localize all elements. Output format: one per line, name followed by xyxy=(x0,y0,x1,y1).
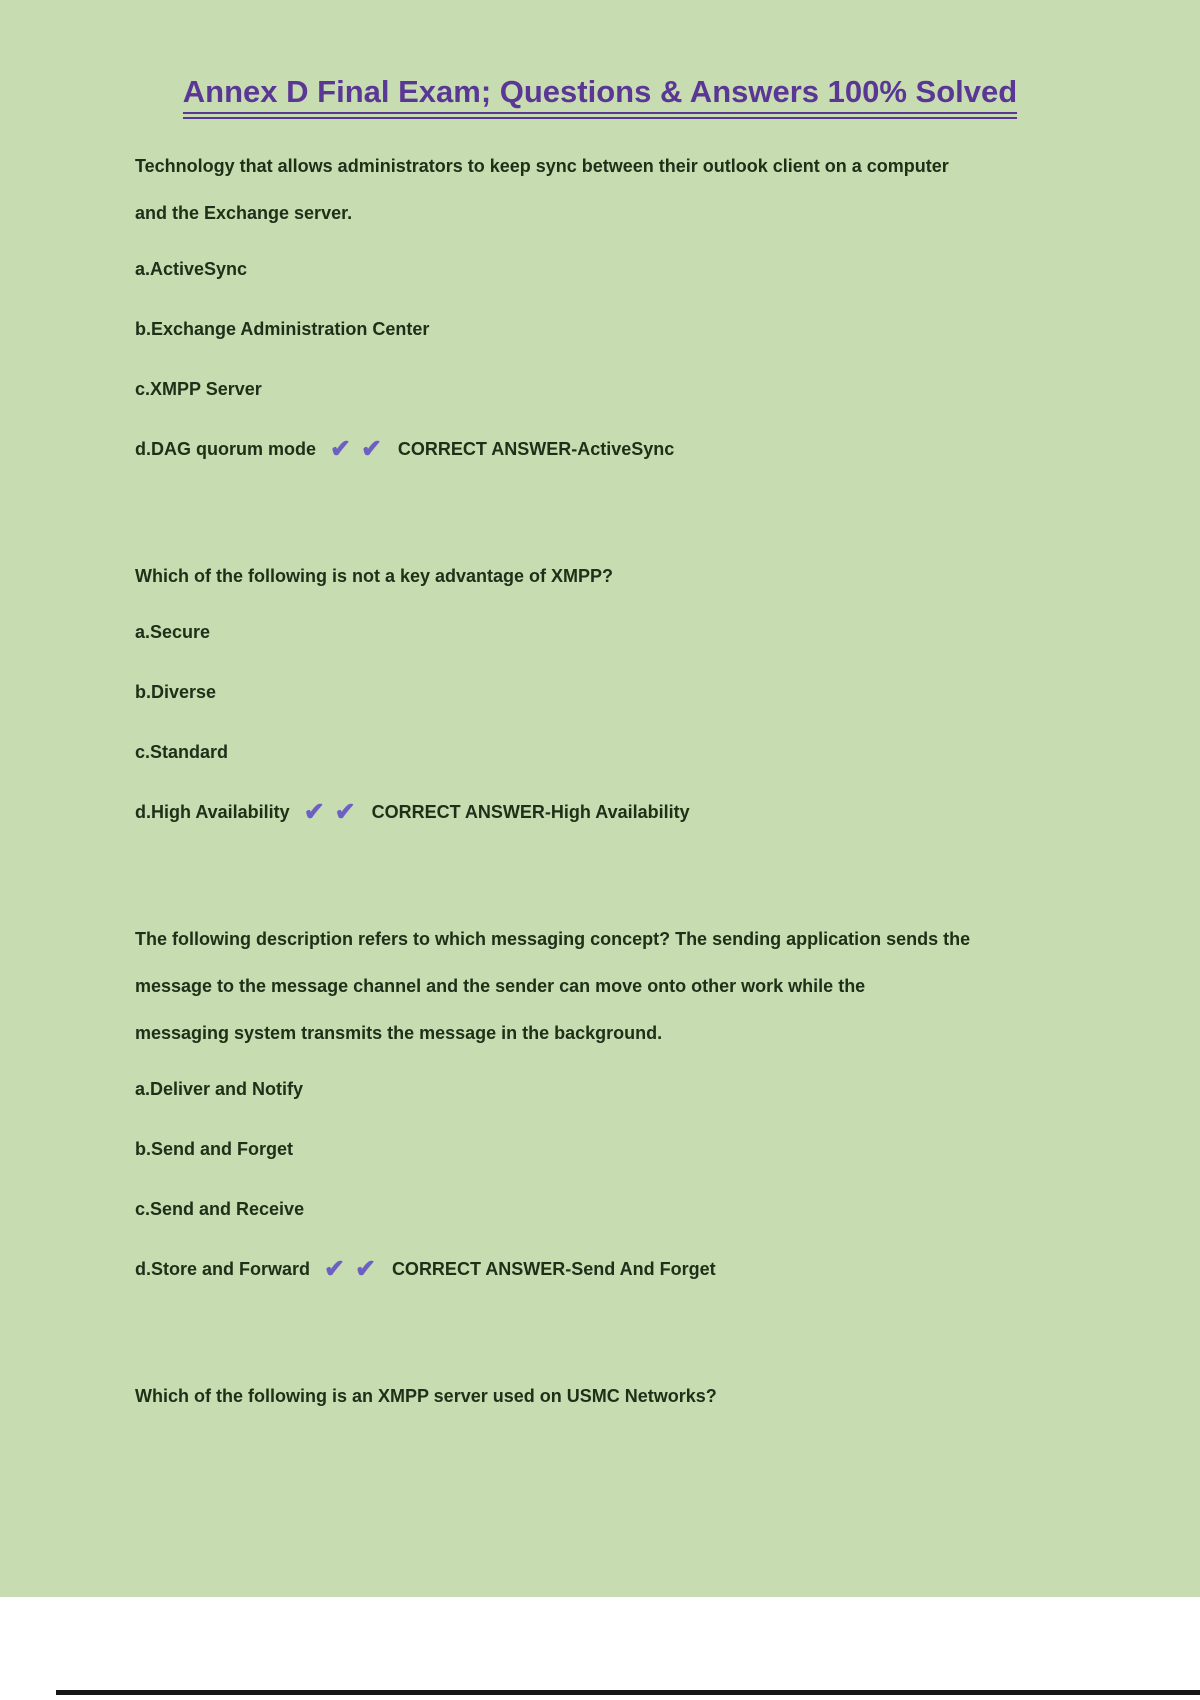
correct-answer-text: CORRECT ANSWER-ActiveSync xyxy=(397,439,675,459)
question-line: The following description refers to which messaging concept? The sending application sends the xyxy=(135,929,971,949)
option-b xyxy=(135,681,1145,704)
option-d-correct xyxy=(135,798,1145,826)
option-b xyxy=(135,1138,1145,1161)
question-line: messaging system transmits the message in the background. xyxy=(135,1023,663,1043)
option-b xyxy=(135,318,1145,341)
option-label: d.DAG quorum mode xyxy=(135,439,316,459)
question-line: Technology that allows administrators to keep sync between their outlook client on a computer xyxy=(135,156,949,176)
question-line: Which of the following is an XMPP server used on USMC Networks? xyxy=(135,1386,717,1406)
option-a xyxy=(135,258,1145,281)
bottom-divider-line xyxy=(56,1690,1200,1695)
option-d-correct xyxy=(135,435,1145,463)
option-label: d.High Availability xyxy=(135,802,290,822)
question-text xyxy=(135,916,1145,1057)
question-text xyxy=(135,143,1145,237)
correct-answer-text: CORRECT ANSWER-Send And Forget xyxy=(391,1259,716,1279)
checkmark-icon: ✔ xyxy=(330,435,351,463)
checkmark-icon: ✔ xyxy=(360,435,382,463)
option-d-correct xyxy=(135,1255,1145,1283)
option-label: b.Exchange Administration Center xyxy=(135,319,430,339)
option-label: a.ActiveSync xyxy=(135,259,248,279)
checkmark-icon: ✔ xyxy=(354,1255,376,1283)
question-line: and the Exchange server. xyxy=(135,203,353,223)
correct-answer-text: CORRECT ANSWER-High Availability xyxy=(371,802,690,822)
checkmark-icon: ✔ xyxy=(303,798,325,826)
question-text xyxy=(135,553,1145,600)
page-title: Annex D Final Exam; Questions & Answers 100% Solved xyxy=(183,74,1017,119)
question-block-3 xyxy=(135,916,1145,1281)
checkmark-icon: ✔ xyxy=(324,1255,345,1283)
question-line: Which of the following is not a key advantage of XMPP? xyxy=(135,566,614,586)
question-list xyxy=(135,143,1145,1420)
option-label: a.Secure xyxy=(135,622,211,642)
option-label: a.Deliver and Notify xyxy=(135,1079,304,1099)
question-block-4 xyxy=(135,1373,1145,1420)
question-block-1 xyxy=(135,143,1145,461)
option-label: d.Store and Forward xyxy=(135,1259,311,1279)
option-c xyxy=(135,1198,1145,1221)
option-a xyxy=(135,1078,1145,1101)
option-label: c.XMPP Server xyxy=(135,379,262,399)
option-c xyxy=(135,741,1145,764)
option-a xyxy=(135,621,1145,644)
option-c xyxy=(135,378,1145,401)
question-block-2 xyxy=(135,553,1145,824)
option-label: b.Diverse xyxy=(135,682,217,702)
checkmark-icon: ✔ xyxy=(334,798,356,826)
option-label: b.Send and Forget xyxy=(135,1139,294,1159)
title-row xyxy=(0,74,1200,119)
option-label: c.Send and Receive xyxy=(135,1199,305,1219)
question-line: message to the message channel and the sender can move onto other work while the xyxy=(135,976,866,996)
question-text xyxy=(135,1373,1145,1420)
option-label: c.Standard xyxy=(135,742,229,762)
